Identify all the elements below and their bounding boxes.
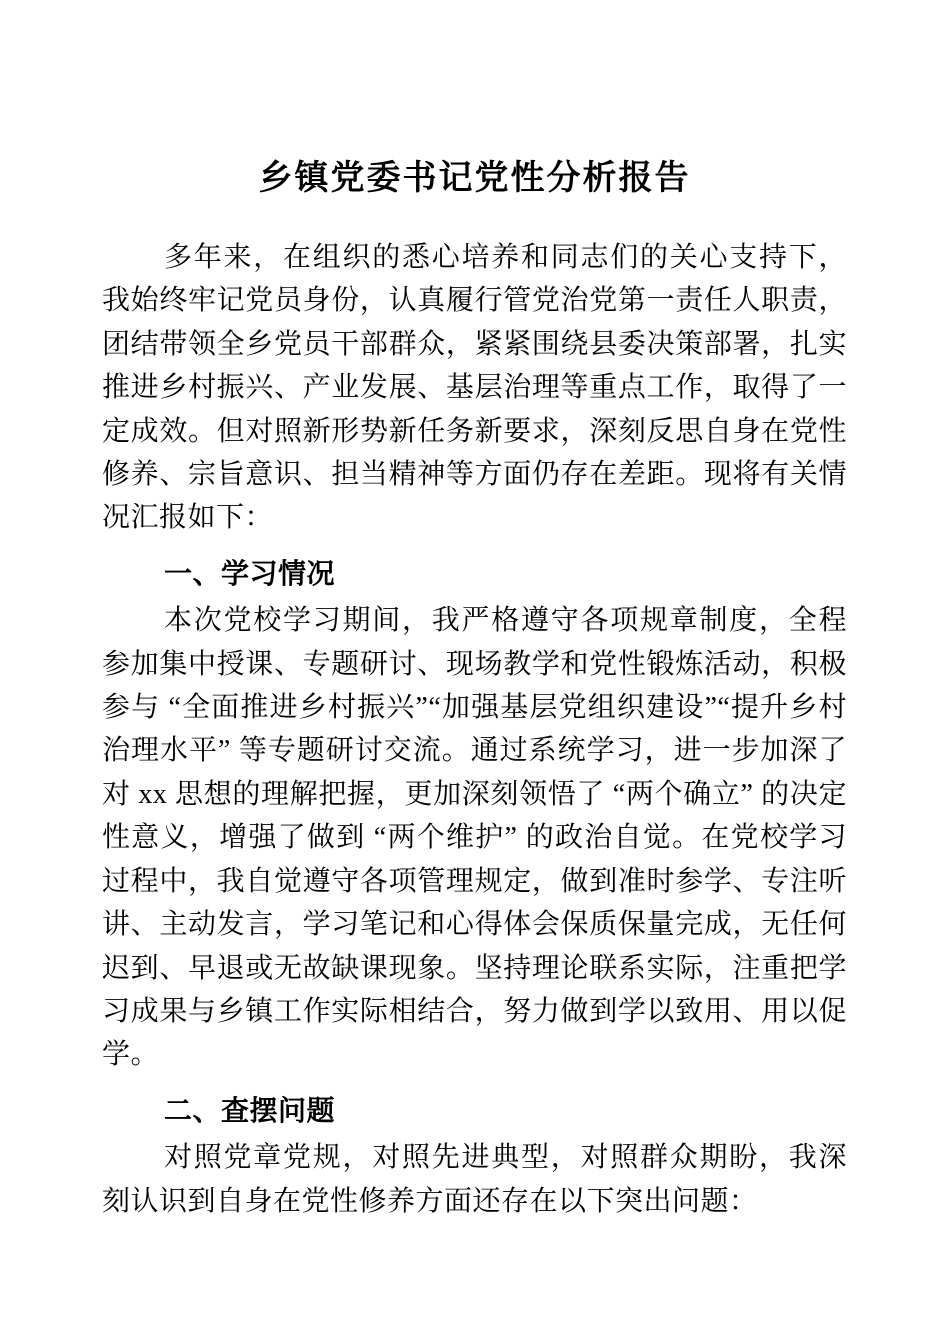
heading-identified-problems: 二、查摆问题 — [164, 1094, 336, 1126]
paragraph-study-situation: 本次党校学习期间，我严格遵守各项规章制度，全程参加集中授课、专题研讨、现场教学和党性锻炼活动，积极参与 “全面推进乡村振兴”“加强基层党组织建设”“提升乡村治理水平” 等专题研讨交流。通过系统学习，进一步加深了对 xx 思想的理解把握，更加深刻领悟了 “两个确立” 的决定性意义，增强了做到 “两个维护” 的政治自觉。在党校学习过程中，我自觉遵守各项管理规定，做到准时参学、专注听讲、主动发言，学习笔记和心得体会保质保量完成，无任何迟到、早退或无故缺课现象。坚持理论联系实际，注重把学习成果与乡镇工作实际相结合，努力做到学以致用、用以促学。 — [102, 605, 847, 1071]
document-title: 乡镇党委书记党性分析报告 — [258, 160, 691, 197]
paragraph-identified-problems: 对照党章党规，对照先进典型，对照群众期盼，我深刻认识到自身在党性修养方面还存在以下突出问题： — [102, 1142, 847, 1217]
heading-study-situation: 一、学习情况 — [164, 557, 336, 589]
paragraph-intro: 多年来，在组织的悉心培养和同志们的关心支持下，我始终牢记党员身份，认真履行管党治党第一责任人职责，团结带领全乡党员干部群众，紧紧围绕县委决策部署，扎实推进乡村振兴、产业发展、基层治理等重点工作，取得了一定成效。但对照新形势新任务新要求，深刻反思自身在党性修养、宗旨意识、担当精神等方面仍存在差距。现将有关情况汇报如下： — [102, 242, 847, 534]
